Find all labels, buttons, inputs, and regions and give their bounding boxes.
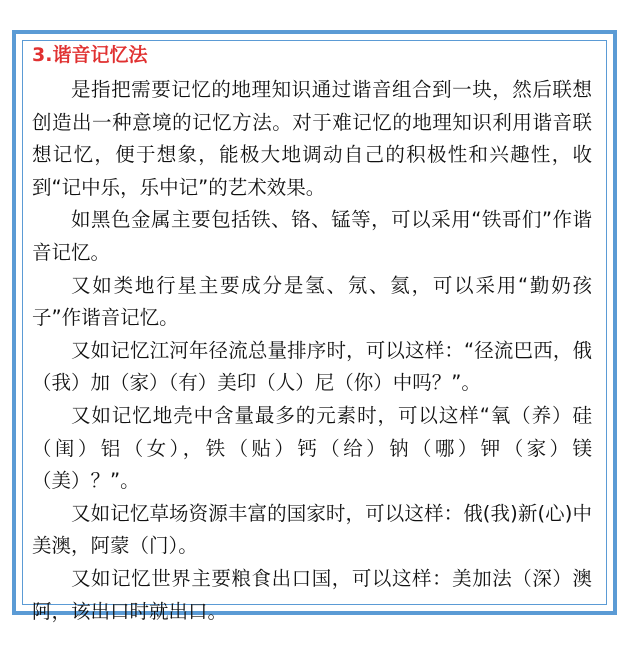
text-content — [32, 42, 592, 628]
paragraph-definition: 是指把需要记忆的地理知识通过谐音组合到一块，然后联想创造出一种意境的记忆方法。对于难记忆的地理知识利用谐音联想记忆，便于想象，能极大地调动自己的积极性和兴趣性，收到“记中乐，乐中记”的艺术效果。 — [32, 78, 592, 199]
paragraph-example-elements: 又如记忆地壳中含量最多的元素时，可以这样“氧（养）硅（闺）铝（女），铁（贴）钙（给）钠（哪）钾（家）镁（美）？”。 — [32, 403, 592, 493]
paragraph-example-grain: 又如记忆世界主要粮食出口国，可以这样：美加法（深）澳阿，该出口时就出口。 — [32, 566, 592, 623]
section-title: 3.谐音记忆法 — [32, 44, 148, 66]
paragraph-example-grasslands: 又如记忆草场资源丰富的国家时，可以这样：俄(我)新(心)中美澳，阿蒙（门）。 — [32, 501, 592, 558]
paragraph-example-rivers: 又如记忆江河年径流总量排序时，可以这样：“径流巴西，俄（我）加（家）（有）美印（人）尼（你）中吗？”。 — [32, 338, 592, 395]
content-frame — [12, 30, 617, 623]
paragraph-example-planets: 又如类地行星主要成分是氢、氖、氦，可以采用“勤奶孩子”作谐音记忆。 — [32, 273, 592, 330]
paragraph-example-metals: 如黑色金属主要包括铁、铬、锰等，可以采用“铁哥们”作谐音记忆。 — [32, 208, 592, 264]
